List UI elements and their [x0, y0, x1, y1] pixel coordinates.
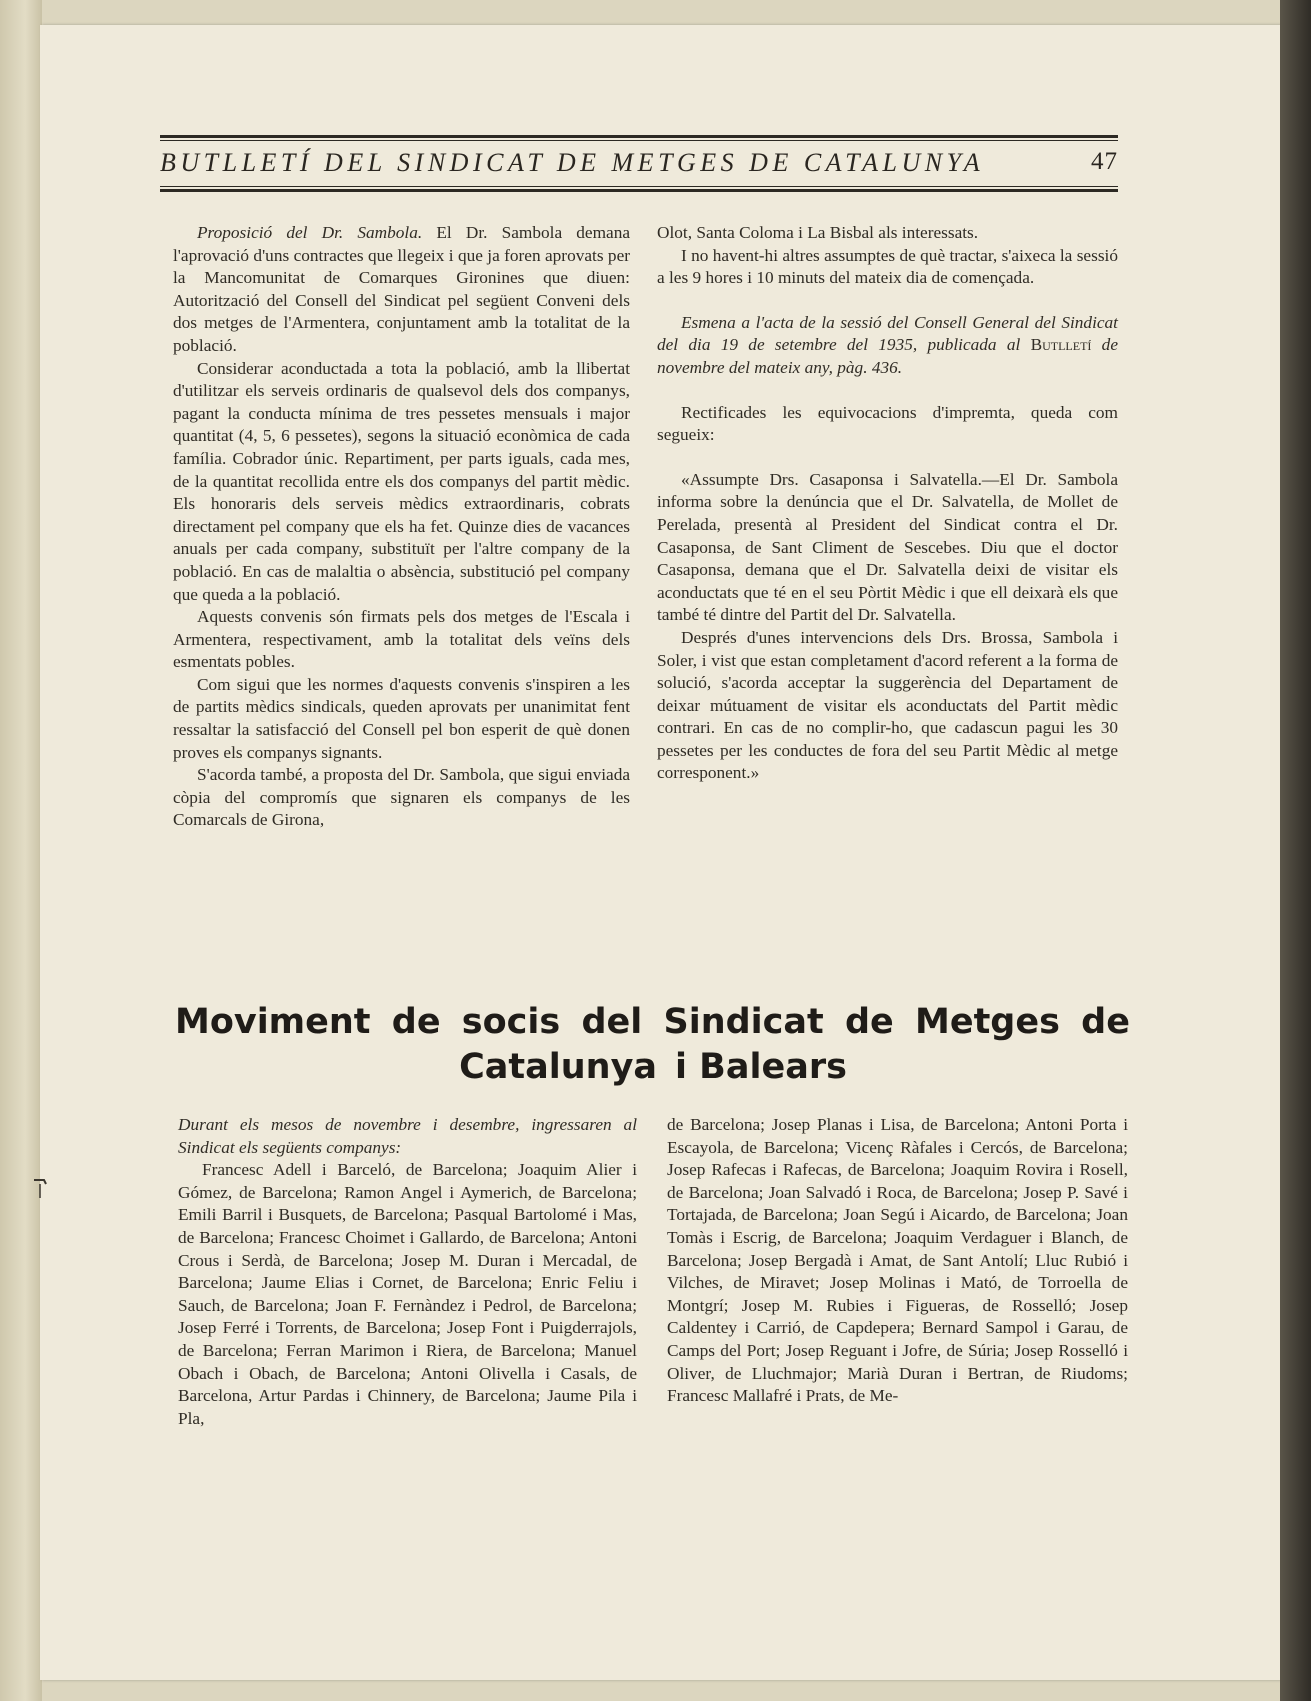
header-rule-top: [160, 135, 1118, 138]
headline-word: Moviment: [175, 1002, 371, 1042]
paragraph: Després d'unes intervencions dels Drs. Brossa, Sambola i Soler, i vist que estan completament d'acord referent a la forma de solució, s'acorda acceptar la suggerència del Departament de deixar mútuament de visitar els aconductats del Partit mèdic contrari. En cas de no complir-ho, que cadascun pagui les 30 pessetes per les conductes de fora del seu Partit Mèdic al metge corresponent.»: [657, 627, 1118, 783]
scan-border-right: [1280, 0, 1311, 1701]
headline-word: Metges: [915, 1002, 1060, 1042]
header-rule-top-thin: [160, 140, 1118, 141]
margin-mark-icon: [34, 1170, 48, 1200]
headline-line-2: [175, 1045, 1130, 1090]
paragraph: «Assumpte Drs. Casaponsa i Salvatella.—El Dr. Sambola informa sobre la denúncia que el Dr. Salvatella, de Mollet de Perelada, presentà al President del Sindicat contra el Dr. Casaponsa, de Sant Climent de Sescebes. Diu que el doctor Casaponsa, demana que el Dr. Salvatella deixi de visitar els aconductats que té en el seu Pòrtit Mèdic i que ell deixarà els que també té dintre del Partit del Dr. Salvatella.: [657, 469, 1118, 625]
amendment-text-b: de novembre del mateix any, pàg. 436.: [657, 335, 1118, 377]
running-title: BUTLLETÍ DEL SINDICAT DE METGES DE CATALUNYA: [160, 148, 985, 177]
member-list: Francesc Adell i Barceló, de Barcelona; Joaquim Alier i Gómez, de Barcelona; Ramon Angel i Aymerich, de Barcelona; Emili Barril i Busquets, de Barcelona; Pasqual Bartolomé i Mas, de Barcelona; Francesc Choimet i Gallardo, de Barcelona; Antoni Crous i Serdà, de Barcelona; Josep M. Duran i Mercadal, de Barcelona; Jaume Elias i Cornet, de Barcelona; Enric Feliu i Sauch, de Barcelona; Joan F. Fernàndez i Pedrol, de Barcelona; Josep Ferré i Torrents, de Barcelona; Josep Font i Puigderrajols, de Barcelona; Ferran Marimon i Riera, de Barcelona; Manuel Obach i Obach, de Barcelona; Antoni Olivella i Casals, de Barcelona, Artur Pardas i Chinnery, de Barcelona; Jaume Pila i Pla,: [178, 1160, 637, 1428]
list-intro: Durant els mesos de novembre i desembre, ingressaren al Sindicat els següents companys:: [178, 1115, 637, 1157]
paragraph-body: El Dr. Sambola demana l'aprovació d'uns contractes que llegeix i que ja foren aprovats per la Mancomunitat de Comarques Gironines que diuen: Autorització del Consell del Sindicat pel següent Conveni dels dos metges de l'Armentera, conjuntament amb la totalitat de la població.: [173, 223, 631, 355]
headline-word: socis: [461, 1002, 561, 1042]
headline-word: de: [1081, 1002, 1130, 1042]
amendment-text-sc: Butlletí: [1030, 335, 1092, 355]
paragraph: Considerar aconductada a tota la població, amb la llibertat d'utilitzar els serveis ordinaris de qualsevol dels dos companys, pagant la conducta mínima de tres pessetes mensuals i major quantitat (4, 5, 6 pessetes), segons la situació econòmica de cada família. Cobrador únic. Repartiment, per parts iguals, cada mes, de la quantitat recollida entre els dos companys del partit mèdic. Els honoraris dels serveis mèdics extraordinaris, cobrats directament pel company que els ha fet. Quinze dies de vacances anuals per cada company, substituït per l'altre company de la població. En cas de malaltia o absència, substitució pel company que queda a la població.: [173, 358, 630, 604]
page-number: 47: [1091, 148, 1118, 175]
amendment-heading: [657, 312, 1118, 380]
paragraph: Olot, Santa Coloma i La Bisbal als interessats.: [657, 223, 979, 242]
paragraph: Com sigui que les normes d'aquests convenis s'inspiren a les de partits mèdics sindicals, queden aprovats per unanimitat fent ressaltar la satisfacció del Consell pel bon esperit de què donen proves els companys signants.: [173, 674, 630, 762]
paragraph: [173, 222, 630, 358]
headline-word: de: [844, 1002, 894, 1042]
bottom-left-column: [178, 1114, 637, 1430]
headline-word: Sindicat: [663, 1002, 824, 1042]
paragraph: Aquests convenis són firmats pels dos metges de l'Escala i Armentera, respectivament, amb la totalitat dels veïns dels esmentats pobles.: [173, 607, 630, 672]
paragraph: I no havent-hi altres assumptes de què tractar, s'aixeca la sessió a les 9 hores i 10 minuts del mateix dia de començada.: [657, 245, 1118, 288]
header-rule-bottom: [160, 189, 1118, 192]
running-head: [160, 148, 1118, 182]
bottom-right-column: [667, 1114, 1128, 1408]
headline-word: del: [581, 1002, 643, 1042]
paragraph: Rectificades les equivocacions d'impremta, queda com segueix:: [657, 402, 1118, 445]
top-left-column: [173, 222, 630, 832]
facing-page-edge: [0, 0, 42, 1701]
paragraph: S'acorda també, a proposta del Dr. Sambola, que sigui enviada còpia del compromís que signaren els companys de les Comarcals de Girona,: [173, 765, 630, 830]
amendment-text-a: Esmena a l'acta de la sessió del Consell General del Sindicat del dia 19 de setembre del 1935, publicada al: [657, 312, 1118, 355]
paragraph-lead: Proposició del Dr. Sambola.: [197, 223, 423, 242]
headline-word: Catalunya: [459, 1047, 657, 1087]
header-rule-bottom-thin: [160, 186, 1118, 187]
headline-word: i Balears: [675, 1047, 847, 1087]
top-right-column: [657, 222, 1118, 785]
headline-line-1: [175, 1000, 1130, 1045]
section-headline: [175, 1000, 1130, 1090]
member-list-continued: de Barcelona; Josep Planas i Lisa, de Barcelona; Antoni Porta i Escayola, de Barcelona; Vicenç Ràfales i Cercós, de Barcelona; Josep Rafecas i Rafecas, de Barcelona; Joaquim Rovira i Rosell, de Barcelona; Joan Salvadó i Roca, de Barcelona; Josep P. Savé i Tortajada, de Barcelona; Joan Segú i Aicardo, de Barcelona; Joan Tomàs i Escrig, de Barcelona; Joaquim Verdaguer i Blanch, de Barcelona; Josep Bergadà i Amat, de Sant Antolí; Lluc Rubió i Vilches, de Miravet; Josep Molinas i Mató, de Torroella de Montgrí; Josep M. Rubies i Figueras, de Rosselló; Josep Caldentey i Carrió, de Capdepera; Bernard Sampol i Garau, de Camps del Port; Josep Reguant i Jofre, de Súria; Josep Rosselló i Oliver, de Lluchmajor; Marià Duran i Bertran, de Riudoms; Francesc Mallafré i Prats, de Me-: [667, 1115, 1128, 1406]
headline-word: de: [391, 1002, 441, 1042]
